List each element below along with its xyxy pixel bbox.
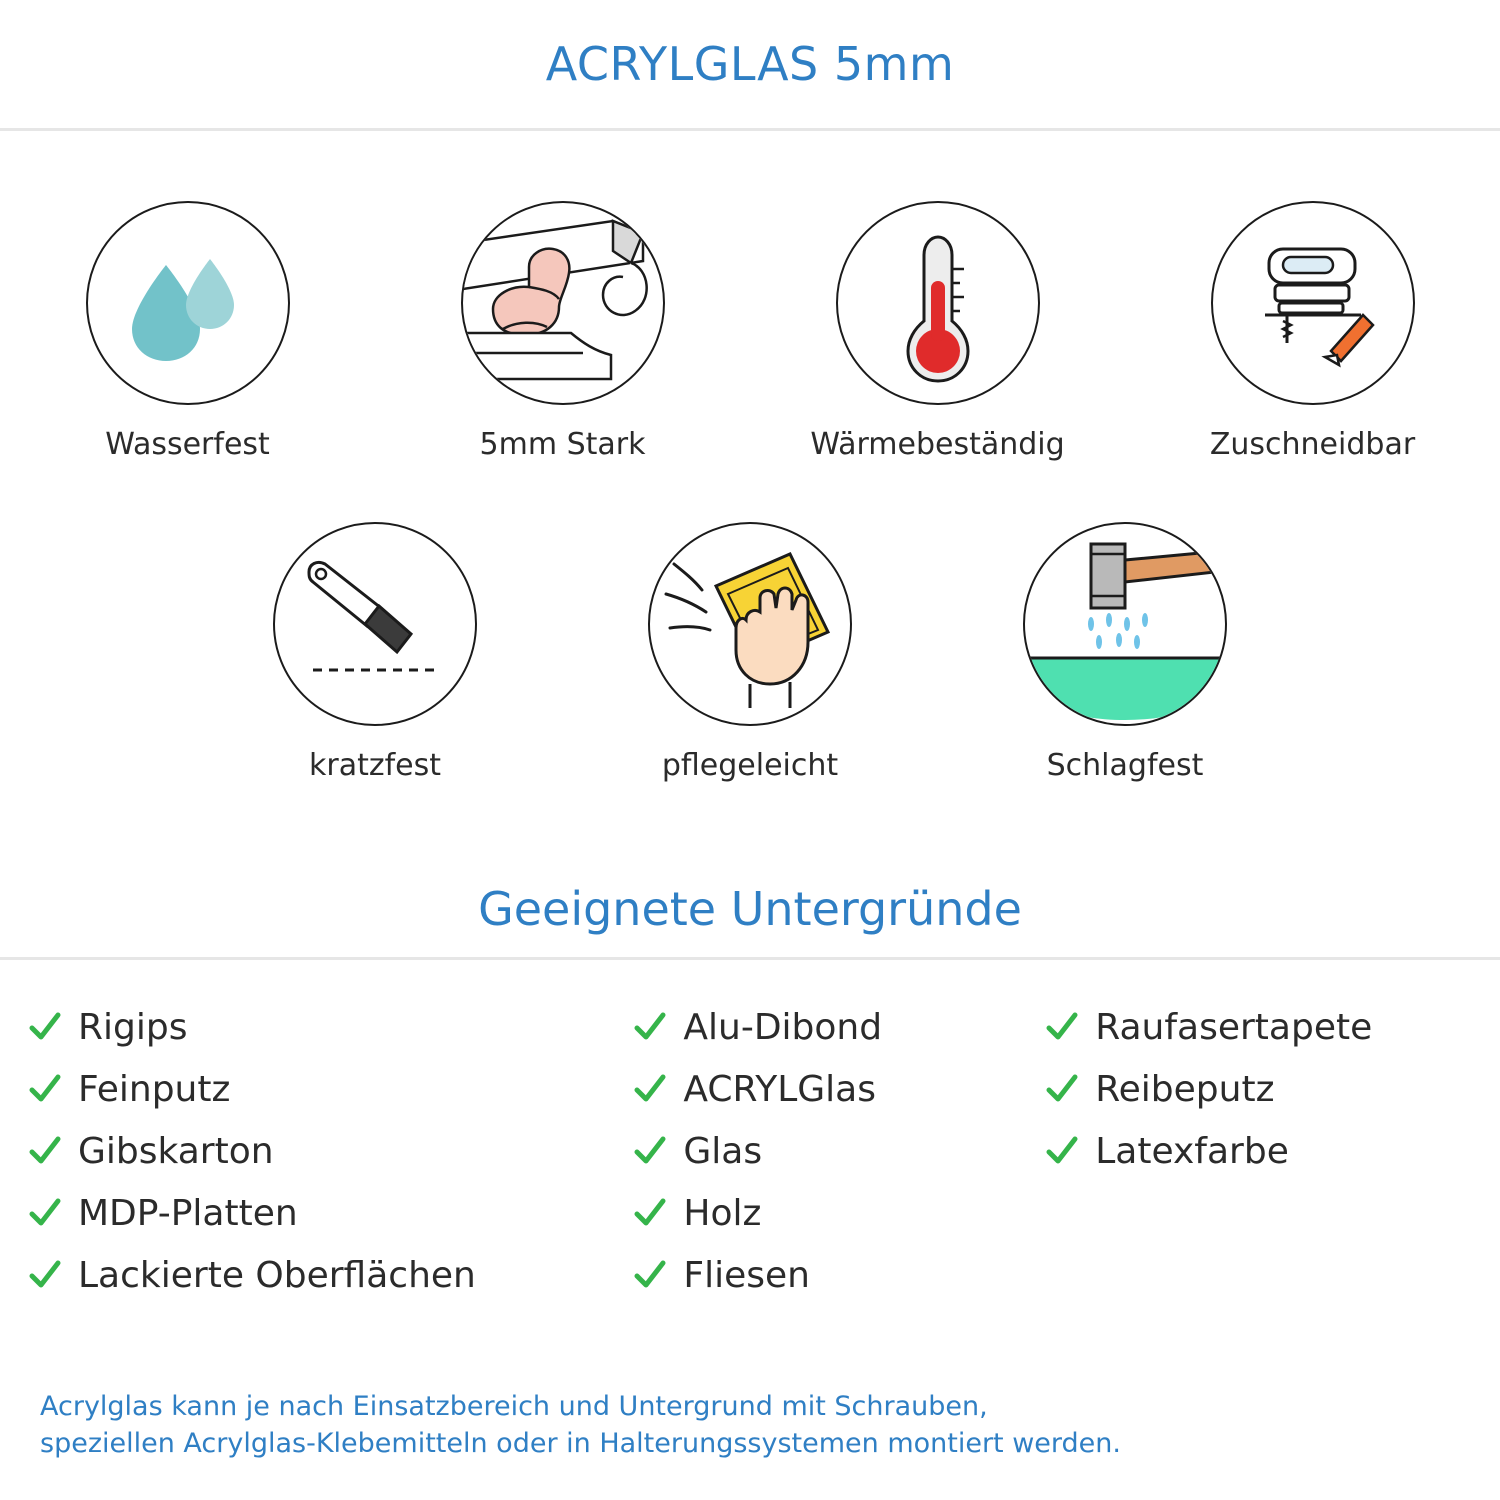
list-item-label: Glas: [683, 1130, 763, 1172]
list-item-label: ACRYLGlas: [683, 1068, 876, 1110]
check-icon: [28, 1072, 62, 1106]
feature-label: Wärmebeständig: [810, 427, 1065, 462]
feature-label: 5mm Stark: [479, 427, 646, 462]
check-icon: [633, 1258, 667, 1292]
cleaning-cloth-hand-icon: [648, 522, 852, 726]
feature-waermebestaendig: [750, 201, 1125, 462]
check-icon: [28, 1134, 62, 1168]
substrates-column-2: [633, 998, 1045, 1304]
features-section: [0, 131, 1500, 783]
subheader: [0, 861, 1500, 957]
list-item-label: Feinputz: [78, 1068, 231, 1110]
list-item-label: Lackierte Oberflächen: [78, 1254, 476, 1296]
list-item-label: Gibskarton: [78, 1130, 274, 1172]
list-item-label: Latexfarbe: [1095, 1130, 1289, 1172]
footer-note: [40, 1389, 1460, 1462]
feature-pflegeleicht: [563, 522, 938, 783]
list-item: [1045, 1122, 1472, 1180]
water-drops-icon: [86, 201, 290, 405]
list-item: [633, 1122, 1045, 1180]
feature-label: Zuschneidbar: [1209, 427, 1416, 462]
list-item: [633, 1060, 1045, 1118]
check-icon: [28, 1258, 62, 1292]
jigsaw-cutter-icon: [1211, 201, 1415, 405]
list-item-label: Alu-Dibond: [683, 1006, 883, 1048]
check-icon: [633, 1196, 667, 1230]
footer-note-line-1: Acrylglas kann je nach Einsatzbereich und Untergrund mit Schrauben,: [40, 1391, 988, 1423]
check-icon: [633, 1072, 667, 1106]
check-icon: [1045, 1134, 1079, 1168]
feature-label: Schlagfest: [1046, 748, 1204, 783]
page-title: ACRYLGLAS 5mm: [545, 37, 955, 91]
knife-scratch-icon: [273, 522, 477, 726]
hammer-impact-icon: [1023, 522, 1227, 726]
list-item-label: Reibeputz: [1095, 1068, 1275, 1110]
list-item-label: Fliesen: [683, 1254, 810, 1296]
list-item-label: Raufasertapete: [1095, 1006, 1373, 1048]
list-item-label: Holz: [683, 1192, 762, 1234]
check-icon: [633, 1134, 667, 1168]
feature-wasserfest: [0, 201, 375, 462]
substrates-list: [0, 960, 1500, 1304]
feature-kratzfest: [188, 522, 563, 783]
footer-note-line-2: speziellen Acrylglas-Klebemitteln oder in Halterungssystemen montiert werden.: [40, 1427, 1121, 1459]
check-icon: [1045, 1010, 1079, 1044]
features-row-1: [0, 201, 1500, 462]
list-item-label: Rigips: [78, 1006, 188, 1048]
list-item: [1045, 1060, 1472, 1118]
list-item: [633, 1184, 1045, 1242]
feature-zuschneidbar: [1125, 201, 1500, 462]
list-item: [1045, 998, 1472, 1056]
list-item: [633, 998, 1045, 1056]
feature-label: kratzfest: [308, 748, 441, 783]
list-item: [633, 1246, 1045, 1304]
flexing-arm-icon: [461, 201, 665, 405]
list-item: [28, 1184, 633, 1242]
feature-5mm-stark: [375, 201, 750, 462]
feature-label: Wasserfest: [105, 427, 270, 462]
list-item: [28, 1122, 633, 1180]
list-item: [28, 1060, 633, 1118]
feature-label: pflegeleicht: [661, 748, 839, 783]
list-item-label: MDP-Platten: [78, 1192, 298, 1234]
list-item: [28, 998, 633, 1056]
substrates-column-3: [1045, 998, 1472, 1304]
header: [0, 0, 1500, 128]
substrates-title: Geeignete Untergründe: [478, 882, 1022, 936]
thermometer-icon: [836, 201, 1040, 405]
check-icon: [28, 1196, 62, 1230]
feature-schlagfest: [938, 522, 1313, 783]
list-item: [28, 1246, 633, 1304]
substrates-column-1: [28, 998, 633, 1304]
check-icon: [1045, 1072, 1079, 1106]
check-icon: [633, 1010, 667, 1044]
features-row-2: [0, 522, 1500, 783]
check-icon: [28, 1010, 62, 1044]
